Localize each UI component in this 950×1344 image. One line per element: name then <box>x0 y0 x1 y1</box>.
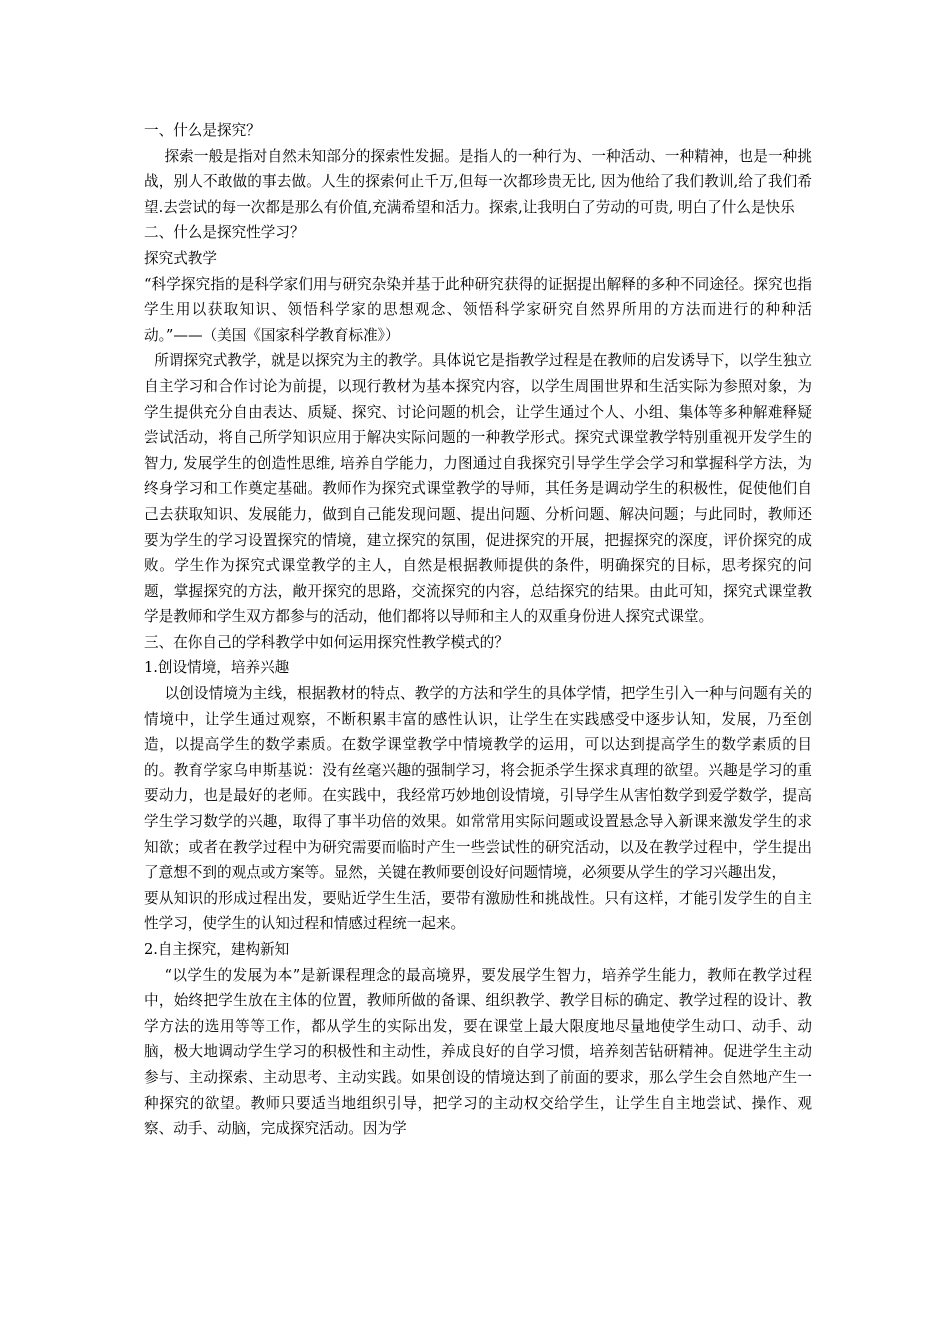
section-3-paragraph-2: 要从知识的形成过程出发，要贴近学生生活，要带有激励性和挑战性。只有这样，才能引发学生的自主性学习，使学生的认知过程和情感过程统一起来。 <box>144 889 812 933</box>
section-2-paragraph: 所谓探究式教学，就是以探究为主的教学。具体说它是指教学过程是在教师的启发诱导下，以学生独立自主学习和合作讨论为前提，以现行教材为基本探究内容，以学生周围世界和生活实际为参照对象，为学生提供充分自由表达、质疑、探究、讨论问题的机会，让学生通过个人、小组、集体等多种解难释疑尝试活动，将自己所学知识应用于解决实际问题的一种教学形式。探究式课堂教学特别重视开发学生的智力, 发展学生的创造性思维, 培养自学能力，力图通过自我探究引导学生学会学习和掌握科学方法，为终身学习和工作奠定基础。教师作为探究式课堂教学的导师，其任务是调动学生的积极性，促使他们自己去获取知识、发展能力，做到自己能发现问题、提出问题、分析问题、解决问题；与此同时，教师还要为学生的学习设置探究的情境，建立探究的氛围，促进探究的开展，把握探究的深度，评价探究的成败。学生作为探究式课堂教学的主人，自然是根据教师提供的条件，明确探究的目标，思考探究的问题，掌握探究的方法，敞开探究的思路，交流探究的内容，总结探究的结果。由此可知，探究式课堂教学是教师和学生双方都参与的活动，他们都将以导师和主人的双重身份进人探究式课堂。 <box>144 352 812 626</box>
section-2-heading: 二、什么是探究性学习？ <box>144 224 305 242</box>
document-page <box>144 118 812 1142</box>
section-1-heading: 一、什么是探究？ <box>144 122 261 139</box>
section-3-subheading-2: 2.自主探究，建构新知 <box>144 941 290 958</box>
section-1-paragraph: 探索一般是指对自然未知部分的探索性发掘。是指人的一种行为、一种活动、一种精神，也是一种挑战，别人不敢做的事去做。人生的探索何止千万,但每一次都珍贵无比, 因为他给了我们教训,给了我们希望.去尝试的每一次都是那么有价值,充满希望和活力。探索,让我明白了劳动的可贵, 明白了什么是快乐 <box>144 147 812 216</box>
section-3-subheading-1: 1.创设情境，培养兴趣 <box>144 659 290 677</box>
section-3-heading: 三、在你自己的学科教学中如何运用探究性教学模式的？ <box>144 633 509 651</box>
section-2-subheading: 探究式教学 <box>144 249 217 267</box>
section-2-quote: “科学探究指的是科学家们用与研究杂染并基于此种研究获得的证据提出解释的多种不同途径。探究也指学生用以获取知识、领悟科学家的思想观念、领悟科学家研究自然界所用的方法而进行的种种活动。”——（美国《国家科学教育标准》） <box>144 275 812 344</box>
section-3-paragraph-1: 以创设情境为主线，根据教材的特点、教学的方法和学生的具体学情，把学生引入一种与问题有关的情境中，让学生通过观察，不断积累丰富的感性认识，让学生在实践感受中逐步认知，发展，乃至创造，以提高学生的数学素质。在数学课堂教学中情境教学的运用，可以达到提高学生的数学素质的目的。教育学家乌申斯基说：没有丝毫兴趣的强制学习，将会扼杀学生探求真理的欲望。兴趣是学习的重要动力，也是最好的老师。在实践中，我经常巧妙地创设情境，引导学生从害怕数学到爱学数学，提高学生学习数学的兴趣，取得了事半功倍的效果。如常常用实际问题或设置悬念导入新课来激发学生的求知欲；或者在教学过程中为研究需要而临时产生一些尝试性的研究活动，以及在教学过程中，学生提出了意想不到的观点或方案等。显然，关键在教师要创设好问题情境，必须要从学生的学习兴趣出发， <box>144 685 812 882</box>
section-3-paragraph-3: “以学生的发展为本”是新课程理念的最高境界，要发展学生智力，培养学生能力，教师在教学过程中，始终把学生放在主体的位置，教师所做的备课、组织教学、教学目标的确定、教学过程的设计、教学方法的选用等等工作，都从学生的实际出发，要在课堂上最大限度地尽量地使学生动口、动手、动脑，极大地调动学生学习的积极性和主动性，养成良好的自学习惯，培养刻苦钻研精神。促进学生主动参与、主动探索、主动思考、主动实践。如果创设的情境达到了前面的要求，那么学生会自然地产生一种探究的欲望。教师只要适当地组织引导，把学习的主动权交给学生，让学生自主地尝试、操作、观察、动手、动脑，完成探究活动。因为学 <box>144 966 812 1138</box>
